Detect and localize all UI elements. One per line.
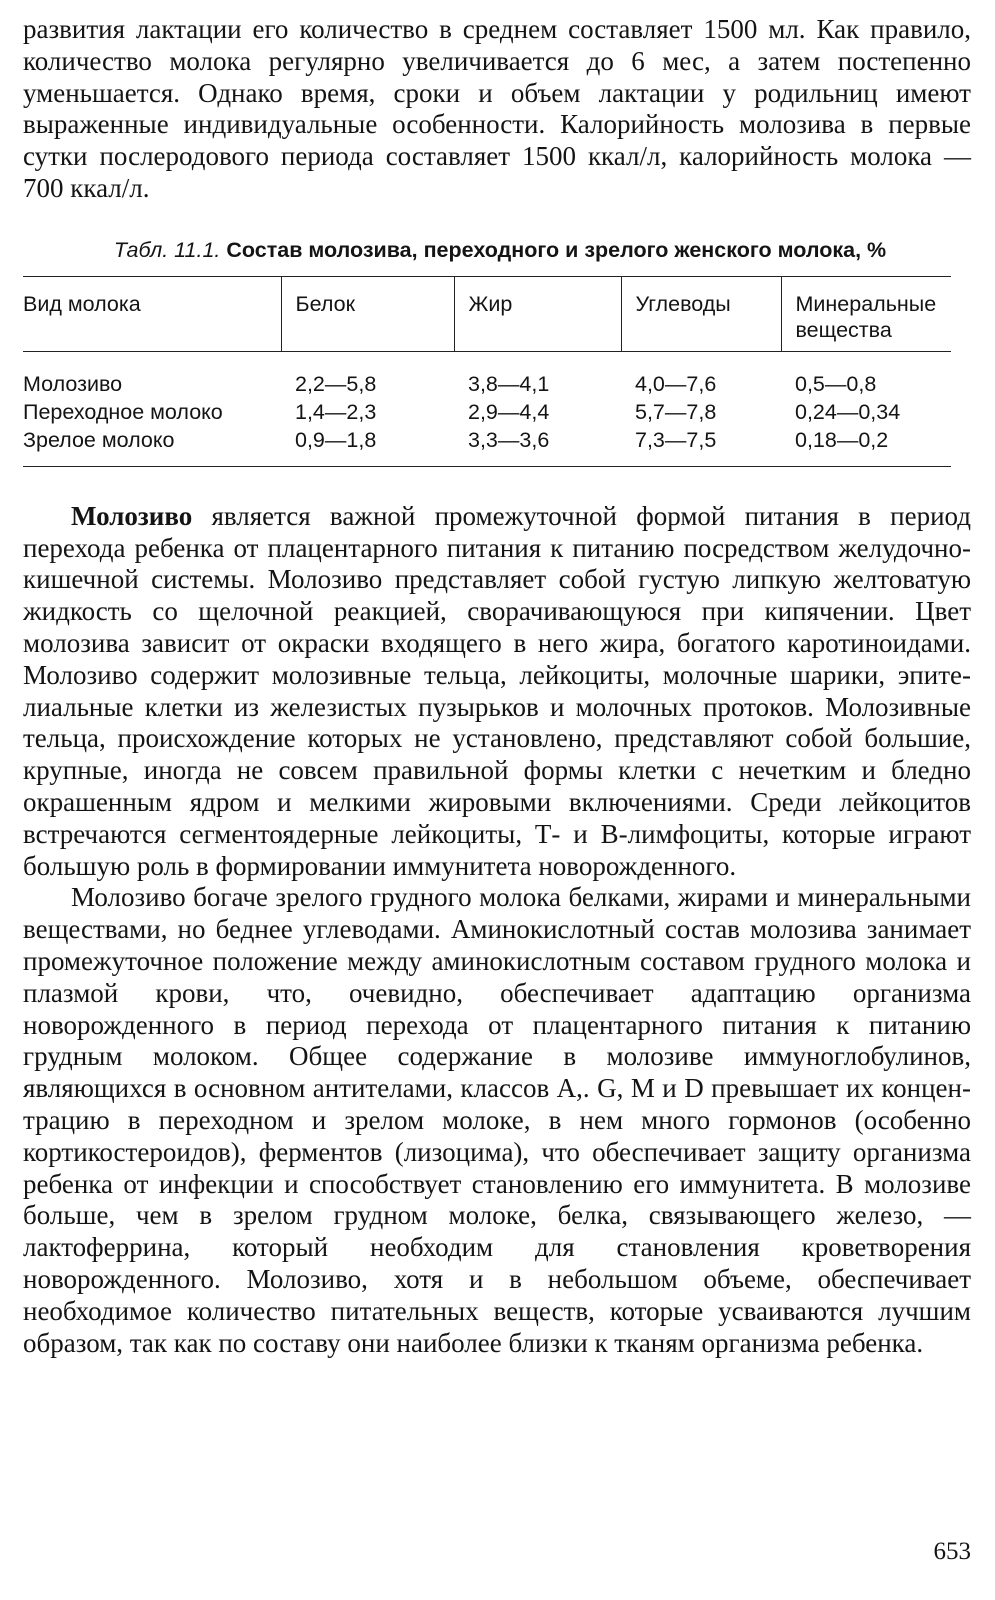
- table-cell: 1,4—2,3: [295, 399, 377, 424]
- intro-paragraph: развития лактации его количество в среднем составляет 1500 мл. Как правило, количество молока регулярно увеличивается до 6 мес, а затем постепенно уменьшается. Однако время, сроки и объем лактации у родильниц имеют выраженные индивидуальные особенности. Калорийность молозива в первые сутки послеродового периода составляет 1500 ккал/л, калорийность молока — 700 ккал/л.: [23, 14, 971, 203]
- colostrum-term: Молозиво: [71, 500, 193, 531]
- table-row: [23, 426, 951, 467]
- header-minerals: Минеральные вещества: [781, 276, 951, 351]
- table-cell: Зрелое молоко: [23, 426, 281, 467]
- header-carbohydrates: Углеводы: [621, 276, 781, 351]
- table-cell: 7,3—7,5: [621, 426, 781, 467]
- table-cell: 4,0—7,6: [635, 371, 717, 396]
- table-row: [23, 351, 951, 398]
- colostrum-paragraph-text: является важной промежуточной формой питания в период перехода ребенка от плацентарного питания к питанию посредством желудочно-кишечной системы. Молозиво представляет собой густую липкую желтоватую жидкость со щелочной реакцией, сворачивающуюся при кипячении. Цвет молозива зависит от окраски входящего в него жира, богатого каротиноидами. Молозиво содержит молозивные тельца, лейкоциты, молочные шарики, эпителиальные клетки из железистых пузырьков и молочных протоков. Молозивные тельца, происхождение которых не установлено, представляют собой большие, крупные, иногда не совсем правильной формы клетки с нечетким и бледно окрашенным ядром и мелкими жировыми включениями. Среди лейкоцитов встречаются сегментоядерные лейкоциты, Т- и В-лимфоциты, которые играют большую роль в формировании иммунитета новорожденного.: [23, 500, 971, 881]
- milk-composition-table: [23, 276, 951, 467]
- table-cell: 0,9—1,8: [281, 426, 454, 467]
- table-cell: 0,24—0,34: [795, 399, 901, 424]
- table-caption-label: Табл. 11.1.: [113, 237, 221, 262]
- book-page: [23, 14, 971, 1359]
- table-header-row: [23, 276, 951, 351]
- table-cell: 5,7—7,8: [635, 399, 717, 424]
- table-cell: Молозиво: [23, 371, 123, 396]
- table-cell: 0,18—0,2: [781, 426, 951, 467]
- header-protein: Белок: [281, 276, 454, 351]
- header-fat: Жир: [454, 276, 621, 351]
- composition-paragraph: Молозиво богаче зрелого грудного молока белками, жирами и минеральными веществами, но беднее углеводами. Аминокислотный состав молозива занимает промежуточное положение между аминокислотным составом грудного молока и плазмой крови, что, очевидно, обеспечивает адаптацию организма новорожденного в период перехода от плацентарного питания к питанию грудным молоком. Общее содержание в молозиве иммуноглобулинов, являющихся в основном антителами, классов А,. G, М и D превышает их концентрацию в переходном и зрелом молоке, в нем много гормонов (особенно кортикостероидов), ферментов (лизоцима), что обеспечивает защиту организма ребенка от инфекции и способствует становлению его иммунитета. В молозиве больше, чем в зрелом грудном молоке, белка, связывающего железо, — лактоферрина, который необходим для становления кроветворения новорожденного. Молозиво, хотя и в небольшом объеме, обеспечивает необходимое количество питательных веществ, которые усваиваются лучшим образом, так как по составу они наиболее близки к тканям организма ребенка.: [23, 882, 971, 1358]
- table-caption: [23, 237, 971, 264]
- table-caption-title: Состав молозива, переходного и зрелого женского молока, %: [226, 237, 887, 262]
- table-cell: 0,5—0,8: [795, 371, 877, 396]
- table-cell: 3,3—3,6: [454, 426, 621, 467]
- header-milk-type: Вид молока: [23, 276, 281, 351]
- colostrum-paragraph: [23, 501, 971, 883]
- table-row: [23, 398, 951, 426]
- table-cell: 2,2—5,8: [295, 371, 377, 396]
- table-cell: 2,9—4,4: [468, 399, 550, 424]
- page-number: 653: [933, 1538, 971, 1565]
- table-cell: 3,8—4,1: [468, 371, 550, 396]
- table-cell: Переходное молоко: [23, 399, 223, 424]
